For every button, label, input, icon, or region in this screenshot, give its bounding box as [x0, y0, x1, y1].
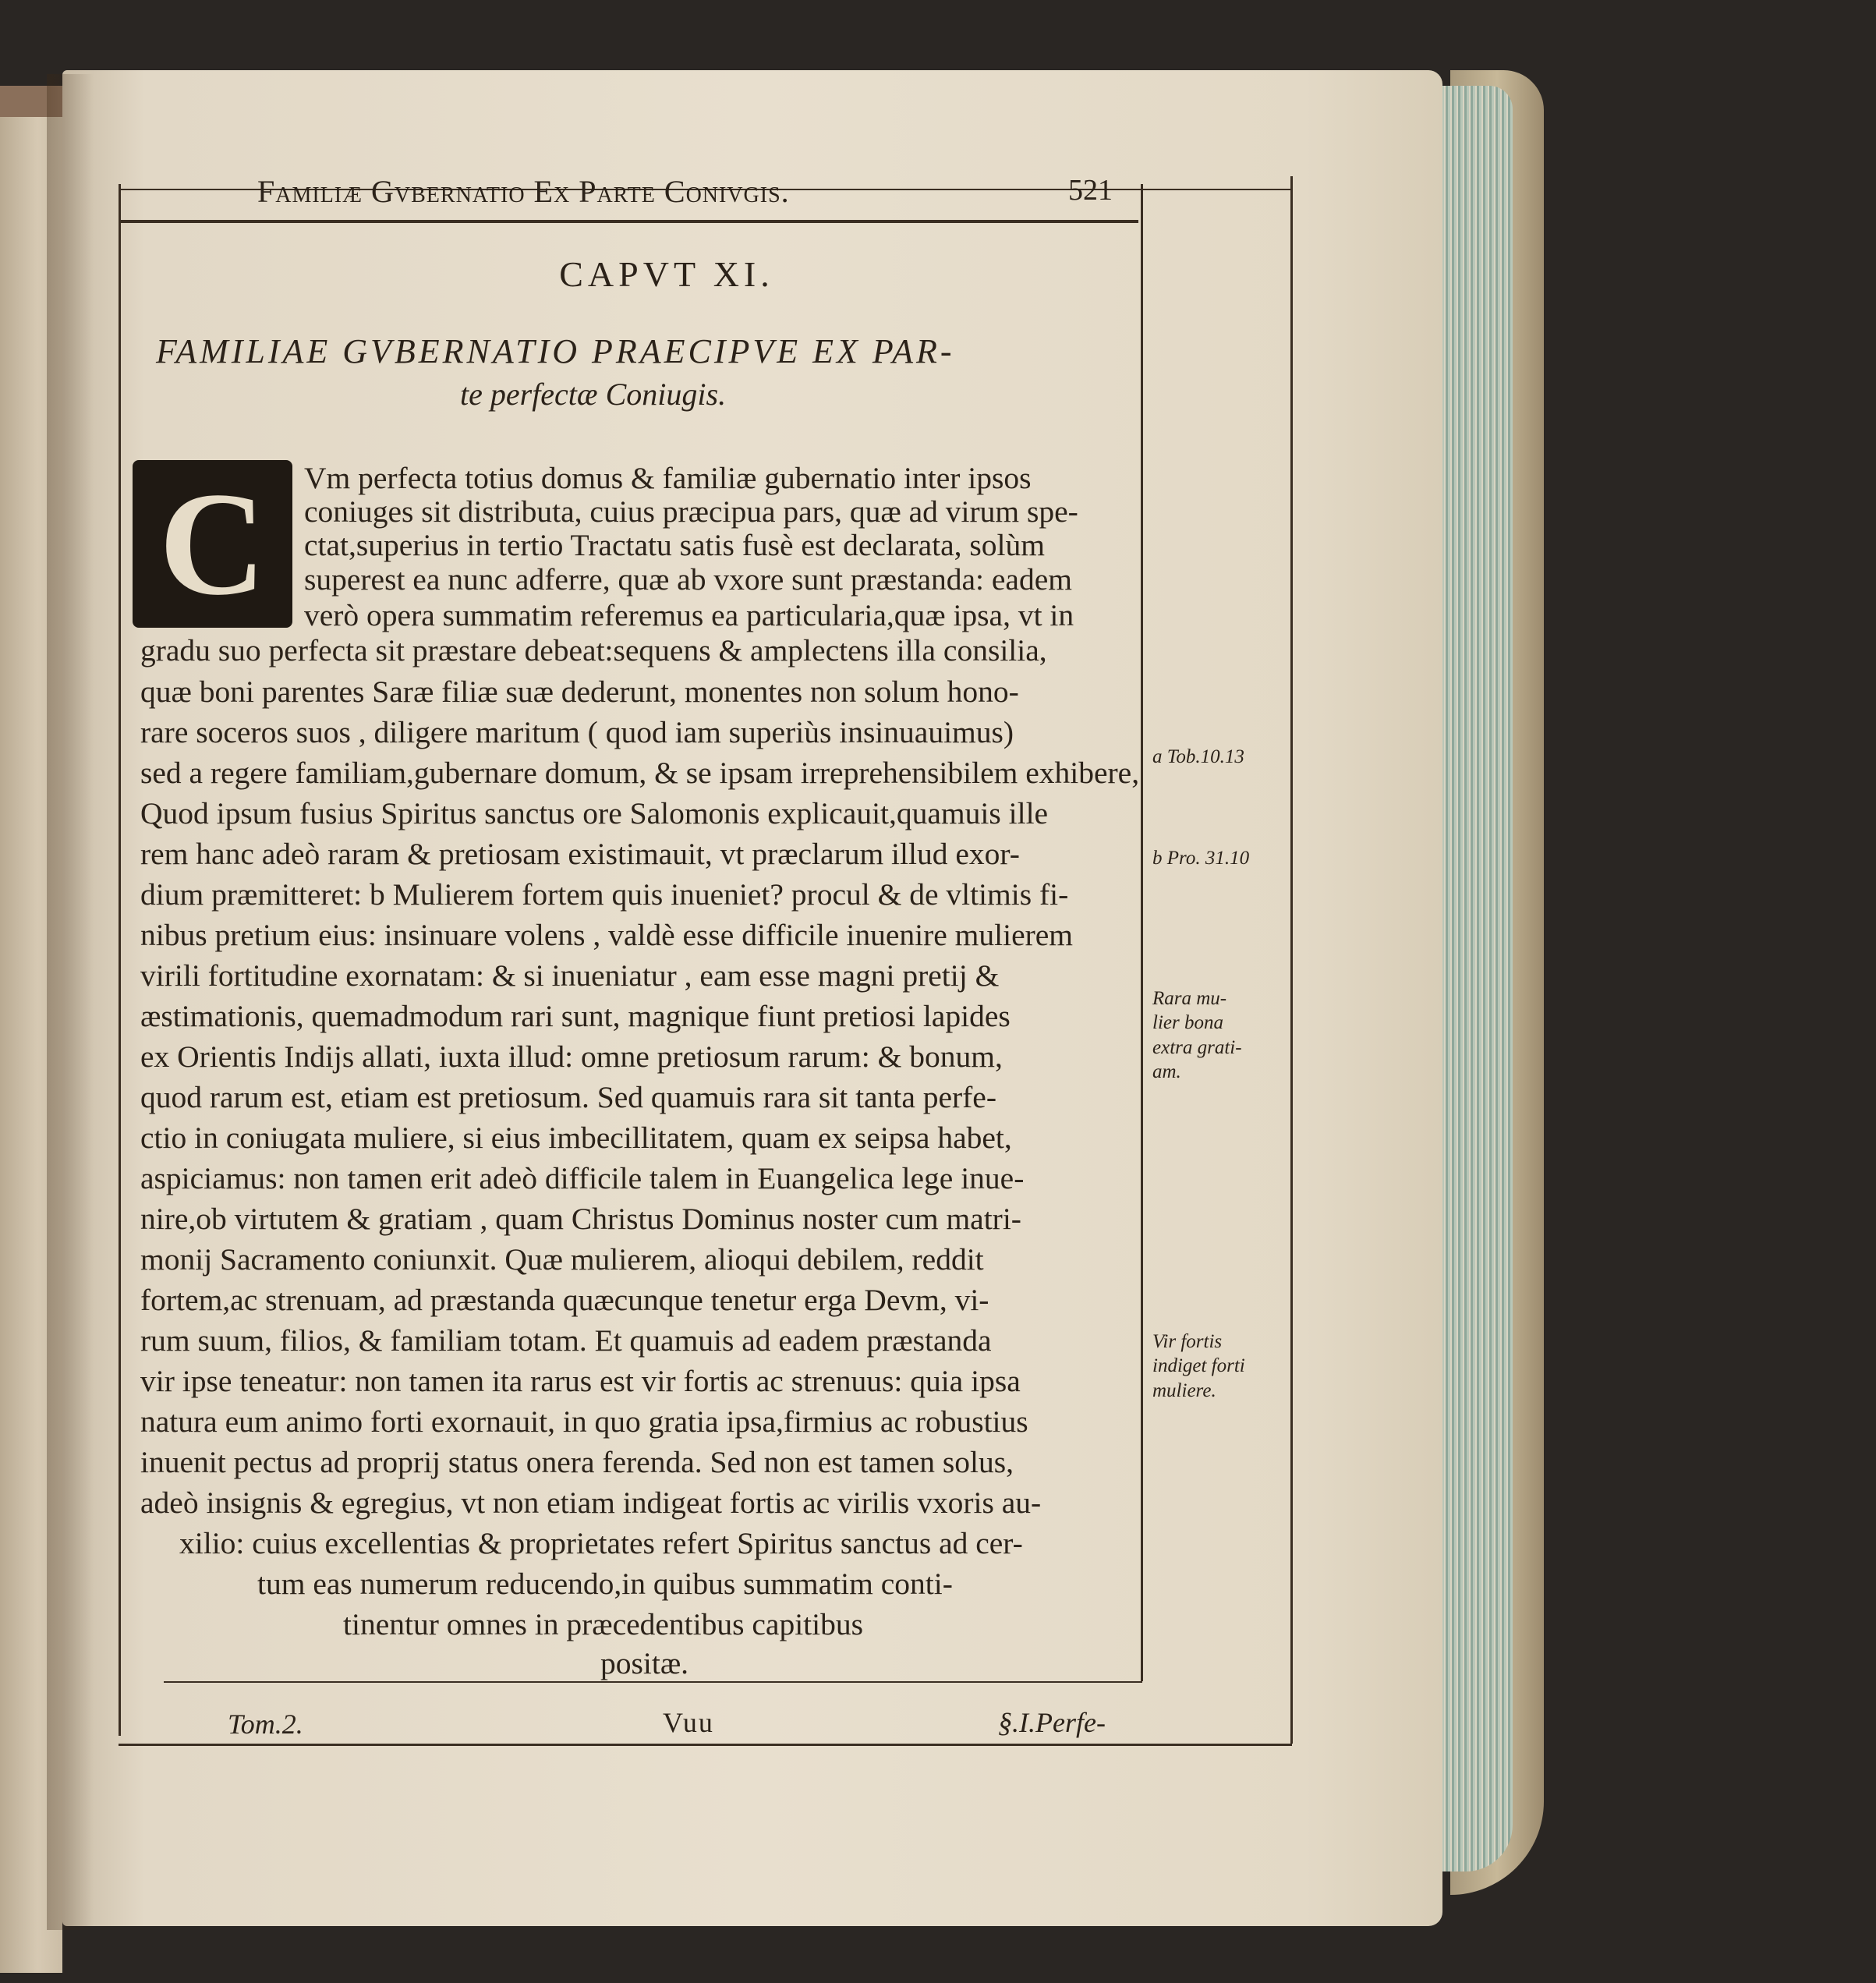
body-line: quod rarum est, etiam est pretiosum. Sed quamuis rara sit tanta perfe-	[140, 1080, 996, 1114]
body-line: fortem,ac strenuam, ad præstanda quæcunque tenetur erga Devm, vi-	[140, 1283, 989, 1317]
chapter-title-line-1: FAMILIAE GVBERNATIO PRAECIPVE EX PAR-	[156, 332, 955, 370]
body-line: tinentur omnes in præcedentibus capitibus	[343, 1607, 863, 1641]
inner-frame-rule	[1141, 184, 1143, 1681]
margin-note-vir-fortis: Vir fortis indiget forti muliere.	[1152, 1331, 1245, 1401]
chapter-heading: CAPVT XI.	[559, 254, 774, 294]
body-line: Quod ipsum fusius Spiritus sanctus ore Salomonis explicauit,quamuis ille	[140, 796, 1049, 830]
left-frame-rule	[119, 184, 121, 1736]
body-line: ctio in coniugata muliere, si eius imbecillitatem, quam ex seipsa habet,	[140, 1121, 1012, 1155]
body-line: ex Orientis Indijs allati, iuxta illud: omne pretiosum rarum: & bonum,	[140, 1039, 1003, 1074]
body-line: nire,ob virtutem & gratiam , quam Christus Dominus noster cum matri-	[140, 1202, 1021, 1236]
body-line: positæ.	[600, 1646, 689, 1680]
body-line: sed a regere familiam,gubernare domum, & se ipsam irreprehensibilem exhibere,	[140, 756, 1140, 790]
body-line: ctat,superius in tertio Tractatu satis fusè est declarata, solùm	[304, 528, 1045, 562]
initial-letter: C	[158, 462, 267, 626]
running-head: Familiæ Gvbernatio Ex Parte Conivgis.	[257, 174, 790, 209]
body-line: aspiciamus: non tamen erit adeò difficile talem in Euangelica lege inue-	[140, 1161, 1025, 1195]
decorated-initial	[133, 460, 292, 628]
footer-top-rule	[164, 1681, 1142, 1683]
margin-note-proverbs: b Pro. 31.10	[1152, 848, 1250, 869]
body-line: xilio: cuius excellentias & proprietates refert Spiritus sanctus ad cer-	[179, 1526, 1023, 1560]
gutter-shadow	[47, 74, 94, 1930]
body-line: coniuges sit distributa, cuius præcipua pars, quæ ad virum spe-	[304, 494, 1078, 529]
body-line: dium præmitteret: b Mulierem fortem quis inueniet? procul & de vltimis fi-	[140, 877, 1069, 912]
margin-note-rara-mulier: Rara mu- lier bona extra grati- am.	[1152, 988, 1242, 1082]
body-line: Vm perfecta totius domus & familiæ gubernatio inter ipsos	[304, 461, 1032, 495]
margin-note-tobit: a Tob.10.13	[1152, 746, 1244, 767]
signature-mark: Tom.2.	[228, 1709, 303, 1740]
header-rule	[121, 220, 1138, 223]
body-line: rum suum, filios, & familiam totam. Et quamuis ad eadem præstanda	[140, 1323, 992, 1358]
body-line: nibus pretium eius: insinuare volens , valdè esse difficile inuenire mulierem	[140, 918, 1074, 952]
body-line: superest ea nunc adferre, quæ ab vxore sunt præstanda: eadem	[304, 562, 1072, 597]
body-line: virili fortitudine exornatam: & si inueniatur , eam esse magni pretij &	[140, 958, 1000, 993]
body-line: tum eas numerum reducendo,in quibus summatim conti-	[257, 1567, 953, 1601]
body-line: inuenit pectus ad proprij status onera ferenda. Sed non est tamen solus,	[140, 1445, 1014, 1479]
gathering-mark: Vuu	[663, 1707, 714, 1738]
body-line: gradu suo perfecta sit præstare debeat:sequens & amplectens illa consilia,	[140, 633, 1047, 667]
body-line: adeò insignis & egregius, vt non etiam indigeat fortis ac virilis vxoris au-	[140, 1485, 1042, 1520]
body-line: rem hanc adeò raram & pretiosam existimauit, vt præclarum illud exor-	[140, 837, 1020, 871]
folio-number: 521	[1068, 174, 1113, 207]
outer-frame-rule	[1290, 176, 1293, 1744]
catchword: §.I.Perfe-	[998, 1707, 1106, 1738]
body-line: æstimationis, quemadmodum rari sunt, magnique fiunt pretiosi lapides	[140, 999, 1011, 1033]
body-line: vir ipse teneatur: non tamen ita rarus est vir fortis ac strenuus: quia ipsa	[140, 1364, 1021, 1398]
body-line: quæ boni parentes Saræ filiæ suæ dederunt, monentes non solum hono-	[140, 675, 1019, 709]
body-line: verò opera summatim referemus ea particularia,quæ ipsa, vt in	[304, 598, 1074, 632]
body-line: monij Sacramento coniunxit. Quæ mulierem, alioqui debilem, reddit	[140, 1242, 984, 1277]
chapter-title-line-2: te perfectæ Coniugis.	[460, 377, 727, 412]
footer-bottom-rule	[119, 1744, 1292, 1746]
body-line: rare soceros suos , diligere maritum ( quod iam superiùs insinuauimus)	[140, 715, 1014, 749]
body-line: natura eum animo forti exornauit, in quo gratia ipsa,firmius ac robustius	[140, 1404, 1028, 1439]
